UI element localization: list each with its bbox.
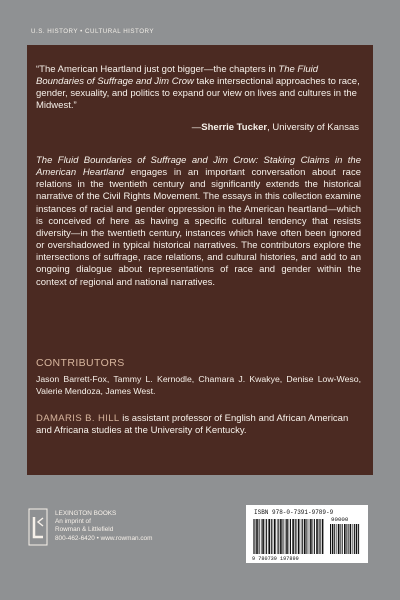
barcode-bar: [274, 519, 276, 554]
barcode-bar: [310, 519, 312, 554]
quote-text-start: “The American Heartland just got bigger—the chapters in: [36, 64, 279, 75]
barcode-bar: [295, 519, 296, 554]
publisher-parent: Rowman & Littlefield: [55, 526, 114, 534]
text-panel: [27, 45, 373, 475]
lexington-logo-icon: [28, 508, 56, 568]
barcode-bar: [342, 524, 343, 554]
barcode-bar: [338, 524, 340, 554]
barcode-bar: [261, 519, 262, 554]
barcode-bar: [314, 519, 315, 554]
barcode-bar: [256, 519, 258, 554]
barcode-bar: [332, 524, 334, 554]
barcode-bar: [278, 519, 279, 554]
publisher-imprint-line: An imprint of: [55, 518, 91, 526]
barcode-bar: [316, 519, 318, 554]
barcode-bar: [265, 519, 266, 554]
barcode-bar: [346, 524, 347, 554]
barcode-bar: [259, 519, 260, 554]
barcode-bar: [340, 524, 341, 554]
description-text: engages in an important conversation about race relations in the twentieth century and significantly extends the historical narrative of the Civil Rights Movement. The essays in this collection examine instances of racial and gender oppression in the American heartland—which is conceived of here as having a specific cultural tendency that resists diversity—in the twentieth century, instances which have often been ignored or overshadowed in typical historical narratives. The contributors explore the intersections of suffrage, race relations, and cultural histories, and add to an ongoing dialogue about representations of race and gender within the context of regional and national narratives.: [36, 167, 361, 288]
barcode-bar: [298, 519, 300, 554]
isbn-label: ISBN 978-0-7391-9789-9: [254, 509, 334, 516]
barcode-bar: [297, 519, 298, 554]
barcode-bar: [358, 524, 359, 554]
barcode-bar: [337, 524, 338, 554]
barcode-bar: [309, 519, 310, 554]
isbn-barcode-box: [246, 505, 368, 563]
description-book-title: The Fluid Boundaries of Suffrage and Jim Crow: Staking Claims in the American Heartland: [36, 155, 361, 179]
barcode-bar: [283, 519, 284, 554]
barcode-bar: [350, 524, 352, 554]
ean-digits-text: 9 780739 197899: [252, 556, 299, 562]
attribution-dash: —: [191, 122, 202, 133]
barcode-bar: [285, 519, 286, 554]
barcode-bar: [292, 519, 294, 554]
barcode-bar: [253, 519, 254, 554]
barcode-bar: [266, 519, 267, 554]
barcode-bar: [320, 519, 321, 554]
publisher-block: [28, 508, 168, 568]
barcode-bar: [354, 524, 355, 554]
book-description: [36, 155, 361, 289]
barcode-bar: [344, 524, 346, 554]
contributors-list: Jason Barrett-Fox, Tammy L. Kernodle, Chamara J. Kwakye, Denise Low-Weso, Valerie Mendoza, James West.: [36, 374, 361, 396]
barcode-bar: [348, 524, 349, 554]
barcode-bar: [353, 524, 354, 554]
barcode-bar: [330, 524, 331, 554]
barcode-bar: [306, 519, 307, 554]
publisher-name: LEXINGTON BOOKS: [55, 510, 117, 517]
reviewer-name: Sherrie Tucker: [201, 122, 268, 133]
barcode-bar: [302, 519, 303, 554]
barcode-bar: [304, 519, 306, 554]
publisher-contact: 800-462-6420 • www.rowman.com: [55, 534, 153, 542]
barcode-bar: [290, 519, 291, 554]
publisher-text: [55, 510, 152, 543]
author-bio: [36, 413, 361, 437]
barcode-bar: [319, 519, 320, 554]
barcode-bar: [322, 519, 324, 554]
price-barcode-bars: [330, 524, 359, 554]
barcode-bar: [271, 519, 272, 554]
barcode-bar: [313, 519, 314, 554]
barcode-bar: [273, 519, 274, 554]
barcode-bar: [356, 524, 358, 554]
barcode-bar: [262, 519, 264, 554]
barcode-bar: [254, 519, 255, 554]
barcode-bar: [301, 519, 302, 554]
category-label: U.S. HISTORY • CULTURAL HISTORY: [31, 28, 154, 35]
barcode-bar: [289, 519, 290, 554]
barcode-bar: [277, 519, 278, 554]
reviewer-affiliation: , University of Kansas: [267, 122, 359, 133]
price-code-text: 90000: [331, 516, 349, 523]
barcode-bar: [334, 524, 335, 554]
barcode-graphic: [246, 505, 368, 563]
barcode-bar: [268, 519, 270, 554]
barcode-bar: [286, 519, 288, 554]
author-bio-text: is assistant professor of English and African American and Africana studies at the University of Kentucky.: [36, 413, 349, 436]
quote-book-title: The Fluid Boundaries of Suffrage and Jim Crow: [36, 64, 318, 87]
quote-text-end: take intersectional approaches to race, gender, sexuality, and politics to expand our view on lives and cultures in the Midwest.”: [36, 76, 360, 111]
author-name: DAMARIS B. HILL: [36, 413, 120, 424]
contributors-heading: CONTRIBUTORS: [36, 357, 125, 369]
blurb-attribution: [192, 122, 359, 134]
ean-barcode-bars: [253, 519, 323, 554]
blurb-quote: [36, 64, 361, 112]
barcode-bar: [280, 519, 282, 554]
